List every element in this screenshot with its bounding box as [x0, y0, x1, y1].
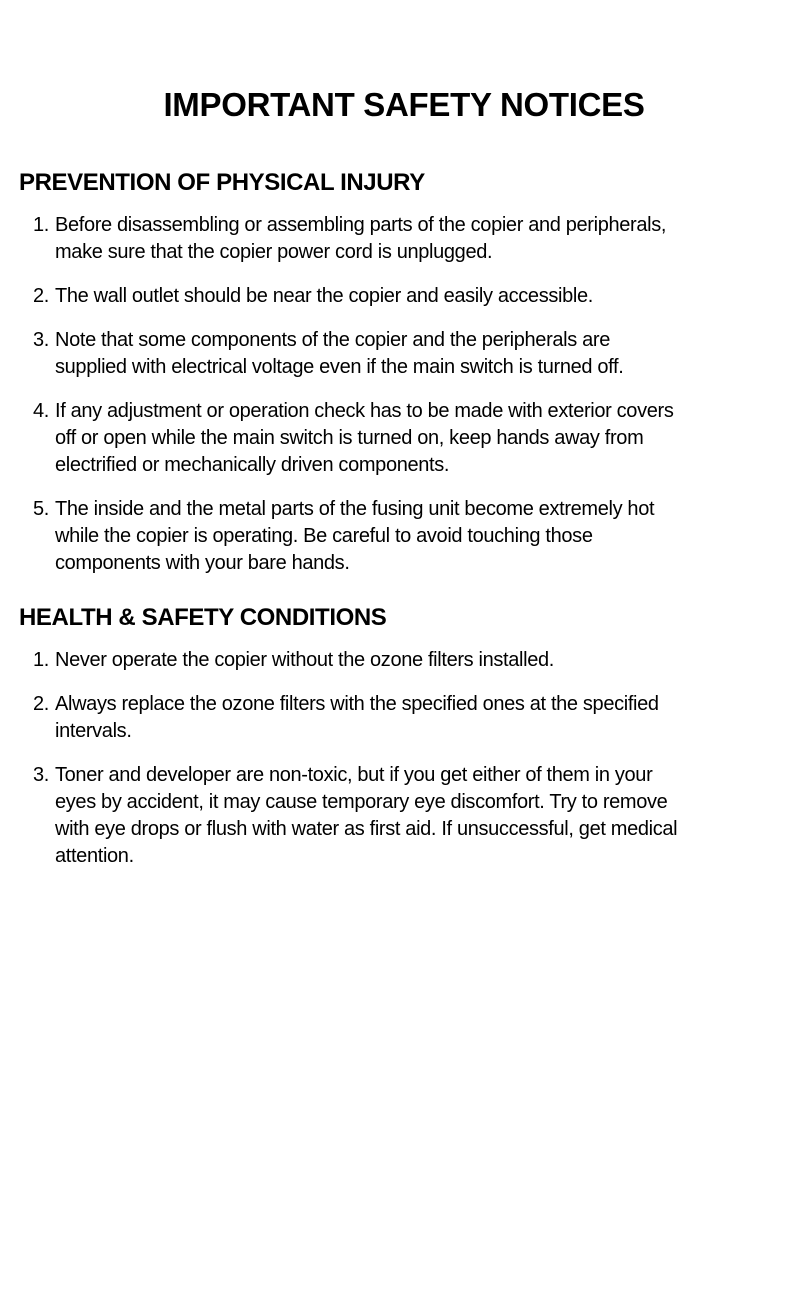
list-item: [33, 496, 803, 577]
item-text-line: The wall outlet should be near the copier and easily accessible.: [55, 285, 593, 307]
item-number: 5.: [33, 498, 49, 520]
item-text-line: The inside and the metal parts of the fusing unit become extremely hot: [55, 498, 655, 520]
item-text: [55, 691, 659, 745]
item-text: [55, 212, 666, 266]
item-number: 3.: [33, 329, 49, 351]
item-text-line: Before disassembling or assembling parts of the copier and peripherals,: [55, 214, 667, 236]
item-number: 2.: [33, 693, 49, 715]
item-text: [55, 762, 677, 870]
item-text: [55, 283, 593, 310]
item-text-line: intervals.: [55, 720, 132, 742]
item-text-line: Always replace the ozone filters with the specified ones at the specified: [55, 693, 659, 715]
item-text-line: off or open while the main switch is turned on, keep hands away from: [55, 427, 644, 449]
list-item: [33, 212, 803, 266]
item-number: 3.: [33, 764, 49, 786]
section-heading-physical-injury: PREVENTION OF PHYSICAL INJURY: [19, 169, 425, 196]
item-text-line: Never operate the copier without the ozone filters installed.: [55, 649, 554, 671]
item-text-line: Note that some components of the copier and the peripherals are: [55, 329, 610, 351]
page-title: IMPORTANT SAFETY NOTICES: [163, 86, 645, 123]
item-number: 1.: [33, 214, 49, 236]
health-safety-list: [33, 647, 803, 887]
list-item: [33, 283, 803, 310]
item-number: 2.: [33, 285, 49, 307]
item-text-line: Toner and developer are non-toxic, but if you get either of them in your: [55, 764, 653, 786]
item-text-line: If any adjustment or operation check has to be made with exterior covers: [55, 400, 674, 422]
list-item: [33, 327, 803, 381]
item-number: 4.: [33, 400, 49, 422]
item-number: 1.: [33, 649, 49, 671]
list-item: [33, 691, 803, 745]
item-text: [55, 327, 623, 381]
physical-injury-list: [33, 212, 803, 594]
item-text: [55, 496, 654, 577]
list-item: [33, 398, 803, 479]
list-item: [33, 647, 803, 674]
section-heading-health-safety: HEALTH & SAFETY CONDITIONS: [19, 604, 387, 631]
item-text-line: eyes by accident, it may cause temporary eye discomfort. Try to remove: [55, 791, 668, 813]
item-text-line: while the copier is operating. Be careful to avoid touching those: [55, 525, 593, 547]
item-text-line: with eye drops or flush with water as first aid. If unsuccessful, get medical: [55, 818, 678, 840]
item-text-line: electrified or mechanically driven components.: [55, 454, 450, 476]
item-text-line: supplied with electrical voltage even if the main switch is turned off.: [55, 356, 624, 378]
item-text: [55, 647, 554, 674]
item-text-line: make sure that the copier power cord is unplugged.: [55, 241, 493, 263]
list-item: [33, 762, 803, 870]
item-text-line: components with your bare hands.: [55, 552, 350, 574]
item-text-line: attention.: [55, 845, 134, 867]
item-text: [55, 398, 673, 479]
